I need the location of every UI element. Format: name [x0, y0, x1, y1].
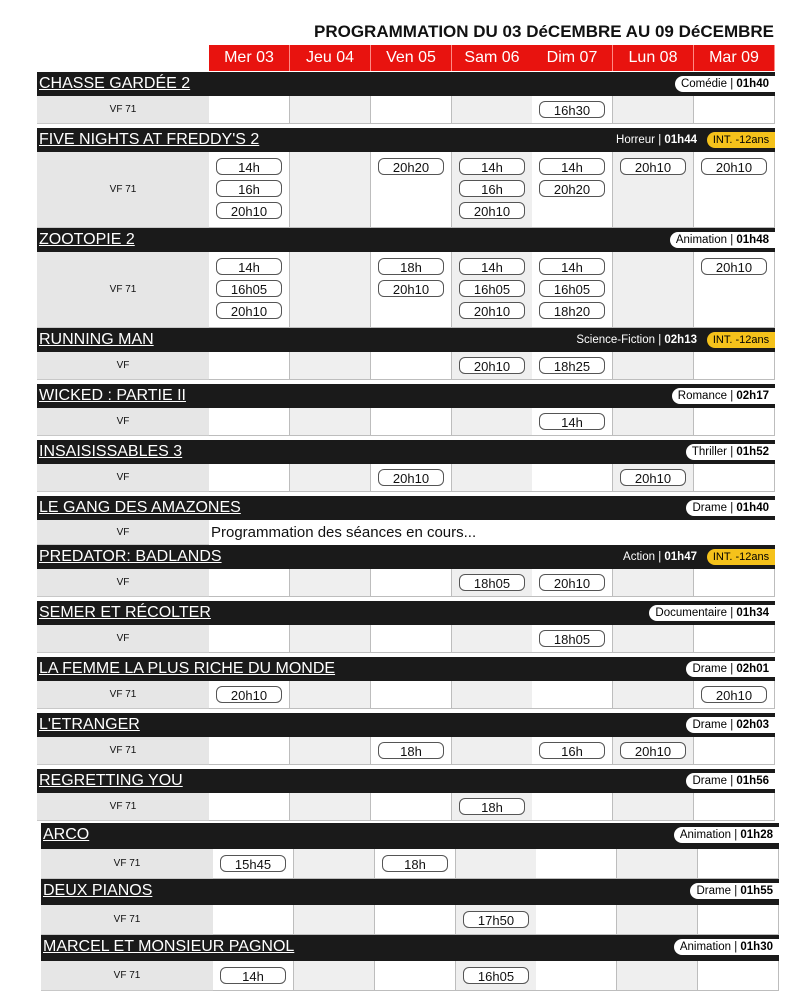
- genre-label: Comédie: [680, 78, 727, 90]
- genre-duration: Drame | 01h55: [690, 883, 779, 899]
- version-label: VF 71: [41, 905, 213, 935]
- day-cell: [613, 793, 694, 821]
- film-title-link[interactable]: RUNNING MAN: [39, 331, 154, 348]
- showtime-button[interactable]: 16h: [539, 742, 605, 759]
- day-cell: [290, 152, 371, 228]
- day-cell: [694, 96, 775, 124]
- film-header: [37, 713, 775, 737]
- showtime-button[interactable]: 20h10: [459, 302, 525, 319]
- day-cell: [532, 352, 613, 380]
- day-cell: [613, 96, 694, 124]
- day-cell: [698, 905, 779, 935]
- version-label: VF: [37, 569, 209, 597]
- page-title: PROGRAMMATION DU 03 DéCEMBRE AU 09 DéCEMBRE: [314, 22, 774, 41]
- day-cell: [371, 793, 452, 821]
- version-label: VF 71: [41, 849, 213, 879]
- film-title-link[interactable]: SEMER ET RÉCOLTER: [39, 604, 211, 621]
- day-cell: [213, 961, 294, 991]
- version-label: VF 71: [37, 252, 209, 328]
- day-cell: [452, 152, 533, 228]
- version-label: VF 71: [41, 961, 213, 991]
- genre-label: Animation: [675, 234, 727, 246]
- day-cell: [371, 352, 452, 380]
- programming-notice: Programmation des séances en cours...: [211, 524, 477, 541]
- day-cell: [694, 464, 775, 492]
- day-header-4: Sam 06: [452, 45, 533, 71]
- film-header: [37, 545, 775, 569]
- day-cell: [375, 961, 456, 991]
- showtime-button[interactable]: 14h: [220, 967, 286, 984]
- genre-duration: Documentaire | 01h34: [649, 605, 775, 621]
- day-cell: [213, 905, 294, 935]
- showtime-button[interactable]: 20h10: [620, 158, 686, 175]
- day-cell: [532, 737, 613, 765]
- film-title-link[interactable]: INSAISISSABLES 3: [39, 443, 183, 460]
- genre-label: Documentaire: [655, 607, 727, 619]
- film-header: [37, 128, 775, 152]
- day-cell: [371, 681, 452, 709]
- showtime-button[interactable]: 14h: [459, 158, 525, 175]
- showtime-button[interactable]: 20h10: [701, 158, 767, 175]
- version-label: VF 71: [37, 737, 209, 765]
- day-cell: [452, 625, 533, 653]
- version-label: VF: [37, 625, 209, 653]
- genre-label: Drame: [696, 885, 731, 897]
- day-header-1: Mer 03: [209, 45, 290, 71]
- genre-label: Drame: [692, 502, 727, 514]
- day-cell: [290, 681, 371, 709]
- day-cell: [613, 625, 694, 653]
- day-header-7: Mar 09: [694, 45, 775, 71]
- day-cell: [209, 681, 290, 709]
- day-cell: [613, 464, 694, 492]
- version-label: VF: [37, 520, 209, 545]
- day-cell: [452, 352, 533, 380]
- day-cell: [613, 352, 694, 380]
- showtime-button[interactable]: 16h05: [216, 280, 282, 297]
- film-title-link[interactable]: LA FEMME LA PLUS RICHE DU MONDE: [39, 660, 336, 677]
- duration-label: 02h01: [736, 663, 769, 675]
- showtime-button[interactable]: 16h05: [463, 967, 529, 984]
- genre-duration: Horreur | 01h44: [616, 134, 697, 146]
- day-cell: [290, 793, 371, 821]
- genre-label: Science-Fiction: [576, 334, 655, 346]
- showtime-button[interactable]: 16h: [216, 180, 282, 197]
- genre-label: Action: [623, 551, 655, 563]
- showtime-button[interactable]: 14h: [216, 158, 282, 175]
- day-cell: [294, 849, 375, 879]
- duration-label: 02h13: [664, 334, 697, 346]
- duration-label: 01h40: [736, 78, 769, 90]
- duration-label: 01h28: [740, 829, 773, 841]
- day-cell: [532, 152, 613, 228]
- day-cell: [209, 352, 290, 380]
- day-cell: [371, 737, 452, 765]
- film-header: [37, 440, 775, 464]
- showtime-button[interactable]: 16h: [459, 180, 525, 197]
- genre-label: Horreur: [616, 134, 655, 146]
- film-header: [37, 72, 775, 96]
- genre-label: Thriller: [691, 446, 727, 458]
- day-cell: [694, 408, 775, 436]
- film-title-link[interactable]: REGRETTING YOU: [39, 772, 183, 789]
- day-cell: [613, 681, 694, 709]
- day-cell: [452, 408, 533, 436]
- day-cell: [452, 569, 533, 597]
- day-cell: [213, 849, 294, 879]
- day-cell: [209, 737, 290, 765]
- duration-label: 01h55: [740, 885, 773, 897]
- film-header: [41, 879, 779, 905]
- showtime-button[interactable]: 16h30: [539, 101, 605, 118]
- day-cell: [290, 96, 371, 124]
- day-cell: [532, 252, 613, 328]
- showtime-button[interactable]: 18h: [378, 742, 444, 759]
- film-title-link[interactable]: DEUX PIANOS: [43, 882, 153, 899]
- version-label: VF 71: [37, 681, 209, 709]
- genre-duration: Drame | 02h01: [686, 661, 775, 677]
- showtime-button[interactable]: 20h10: [539, 574, 605, 591]
- day-cell: [532, 681, 613, 709]
- day-cell: [294, 905, 375, 935]
- version-label: VF 71: [37, 152, 209, 228]
- showtime-button[interactable]: 18h20: [539, 302, 605, 319]
- genre-duration: Drame | 01h56: [686, 773, 775, 789]
- day-cell: [375, 905, 456, 935]
- showtime-button[interactable]: 20h10: [620, 742, 686, 759]
- film-title-link[interactable]: CHASSE GARDÉE 2: [39, 75, 191, 92]
- day-cell: [694, 681, 775, 709]
- showtime-button[interactable]: 15h45: [220, 855, 286, 872]
- day-cell: [290, 252, 371, 328]
- film-header: [37, 657, 775, 681]
- version-label: VF: [37, 352, 209, 380]
- showtime-button[interactable]: 20h10: [378, 280, 444, 297]
- day-cell: [290, 352, 371, 380]
- showtime-button[interactable]: 14h: [459, 258, 525, 275]
- film-header: [41, 935, 779, 961]
- day-cell: [452, 464, 533, 492]
- film-title-link[interactable]: PREDATOR: BADLANDS: [39, 548, 222, 565]
- showtime-button[interactable]: 18h25: [539, 357, 605, 374]
- day-header-2: Jeu 04: [290, 45, 371, 71]
- duration-label: 01h52: [736, 446, 769, 458]
- day-cell: [532, 569, 613, 597]
- genre-duration: Thriller | 01h52: [686, 444, 775, 460]
- genre-label: Drame: [692, 719, 727, 731]
- day-cell: [698, 849, 779, 879]
- genre-duration: Drame | 02h03: [686, 717, 775, 733]
- day-cell: [613, 152, 694, 228]
- film-title-link[interactable]: LE GANG DES AMAZONES: [39, 499, 241, 516]
- showtime-button[interactable]: 20h10: [459, 202, 525, 219]
- day-cell: [290, 625, 371, 653]
- genre-duration: Animation | 01h48: [670, 232, 775, 248]
- day-cell: [209, 625, 290, 653]
- showtime-button[interactable]: 17h50: [463, 911, 529, 928]
- film-title-link[interactable]: L'ETRANGER: [39, 716, 140, 733]
- day-cell: [536, 961, 617, 991]
- showtime-button[interactable]: 18h: [382, 855, 448, 872]
- showtime-button[interactable]: 16h05: [459, 280, 525, 297]
- duration-label: 01h56: [736, 775, 769, 787]
- day-cell: [694, 737, 775, 765]
- duration-label: 01h48: [736, 234, 769, 246]
- film-header: [37, 228, 775, 252]
- day-cell: [617, 961, 698, 991]
- genre-label: Romance: [677, 390, 727, 402]
- age-restriction-badge: INT. -12ans: [707, 549, 775, 565]
- day-cell: [536, 849, 617, 879]
- age-restriction-badge: INT. -12ans: [707, 332, 775, 348]
- day-cell: [694, 352, 775, 380]
- duration-label: 01h34: [736, 607, 769, 619]
- day-header-3: Ven 05: [371, 45, 452, 71]
- day-cell: [371, 408, 452, 436]
- day-cell: [371, 569, 452, 597]
- film-title-link[interactable]: ZOOTOPIE 2: [39, 231, 135, 248]
- showtime-button[interactable]: 18h: [378, 258, 444, 275]
- day-cell: [452, 252, 533, 328]
- version-label: VF 71: [37, 96, 209, 124]
- day-cell: [613, 569, 694, 597]
- day-cell: [698, 961, 779, 991]
- day-cell: [456, 961, 537, 991]
- day-cell: [209, 252, 290, 328]
- showtime-button[interactable]: 20h10: [216, 686, 282, 703]
- day-cell: [290, 737, 371, 765]
- day-cell: [452, 737, 533, 765]
- film-header: [37, 769, 775, 793]
- version-label: VF: [37, 464, 209, 492]
- showtime-button[interactable]: 18h05: [539, 630, 605, 647]
- day-cell: [617, 905, 698, 935]
- day-cell: [613, 408, 694, 436]
- showtime-button[interactable]: 20h10: [620, 469, 686, 486]
- duration-label: 01h30: [740, 941, 773, 953]
- showtime-button[interactable]: 20h10: [216, 202, 282, 219]
- day-cell: [694, 152, 775, 228]
- duration-label: 02h03: [736, 719, 769, 731]
- day-cell: [452, 793, 533, 821]
- duration-label: 01h44: [664, 134, 697, 146]
- day-cell: [371, 96, 452, 124]
- film-header: [41, 823, 779, 849]
- genre-duration: Action | 01h47: [623, 551, 697, 563]
- genre-duration: Comédie | 01h40: [675, 76, 775, 92]
- film-header: [37, 496, 775, 520]
- day-cell: [532, 96, 613, 124]
- day-cell: [452, 96, 533, 124]
- day-cell: [694, 569, 775, 597]
- genre-duration: Science-Fiction | 02h13: [576, 334, 697, 346]
- genre-label: Drame: [692, 775, 727, 787]
- day-cell: [532, 793, 613, 821]
- day-cell: [209, 569, 290, 597]
- day-cell: [694, 625, 775, 653]
- day-cell: [375, 849, 456, 879]
- showtime-button[interactable]: 14h: [539, 413, 605, 430]
- day-cell: [532, 625, 613, 653]
- day-cell: [290, 569, 371, 597]
- day-cell: [209, 408, 290, 436]
- genre-duration: Romance | 02h17: [672, 388, 775, 404]
- version-label: VF 71: [37, 793, 209, 821]
- genre-duration: Animation | 01h28: [674, 827, 779, 843]
- showtime-button[interactable]: 20h10: [701, 258, 767, 275]
- showtime-button[interactable]: 20h20: [539, 180, 605, 197]
- film-title-link[interactable]: MARCEL ET MONSIEUR PAGNOL: [43, 938, 295, 955]
- showtime-button[interactable]: 20h10: [216, 302, 282, 319]
- film-header: [37, 384, 775, 408]
- day-cell: [290, 408, 371, 436]
- film-title-link[interactable]: ARCO: [43, 826, 90, 843]
- genre-label: Animation: [679, 829, 731, 841]
- day-cell: [532, 464, 613, 492]
- day-cell: [209, 96, 290, 124]
- genre-label: Animation: [679, 941, 731, 953]
- day-cell: [371, 152, 452, 228]
- day-cell: [694, 793, 775, 821]
- showtime-button[interactable]: 14h: [216, 258, 282, 275]
- version-label: VF: [37, 408, 209, 436]
- day-cell: [456, 905, 537, 935]
- showtime-button[interactable]: 18h: [459, 798, 525, 815]
- day-cell: [371, 252, 452, 328]
- day-cell: [613, 252, 694, 328]
- duration-label: 02h17: [736, 390, 769, 402]
- day-header-6: Lun 08: [613, 45, 694, 71]
- day-cell: [209, 793, 290, 821]
- film-header: [37, 601, 775, 625]
- genre-label: Drame: [692, 663, 727, 675]
- duration-label: 01h47: [664, 551, 697, 563]
- day-cell: [371, 625, 452, 653]
- day-cell: [209, 464, 290, 492]
- day-cell: [294, 961, 375, 991]
- showtime-button[interactable]: 14h: [539, 158, 605, 175]
- day-header-5: Dim 07: [532, 45, 613, 71]
- day-cell: [209, 152, 290, 228]
- film-title-link[interactable]: FIVE NIGHTS AT FREDDY'S 2: [39, 131, 260, 148]
- day-cell: [617, 849, 698, 879]
- day-cell: [452, 681, 533, 709]
- day-cell: [371, 464, 452, 492]
- showtime-button[interactable]: 16h05: [539, 280, 605, 297]
- day-cell: [613, 737, 694, 765]
- genre-duration: Animation | 01h30: [674, 939, 779, 955]
- film-header: [37, 328, 775, 352]
- age-restriction-badge: INT. -12ans: [707, 132, 775, 148]
- duration-label: 01h40: [736, 502, 769, 514]
- day-cell: [290, 464, 371, 492]
- film-title-link[interactable]: WICKED : PARTIE II: [39, 387, 186, 404]
- day-cell: [532, 408, 613, 436]
- day-cell: [694, 252, 775, 328]
- genre-duration: Drame | 01h40: [686, 500, 775, 516]
- showtime-button[interactable]: 20h10: [701, 686, 767, 703]
- showtime-button[interactable]: 20h10: [459, 357, 525, 374]
- day-cell: [456, 849, 537, 879]
- showtime-button[interactable]: 20h20: [378, 158, 444, 175]
- showtime-button[interactable]: 18h05: [459, 574, 525, 591]
- day-cell: [536, 905, 617, 935]
- showtime-button[interactable]: 14h: [539, 258, 605, 275]
- showtime-button[interactable]: 20h10: [378, 469, 444, 486]
